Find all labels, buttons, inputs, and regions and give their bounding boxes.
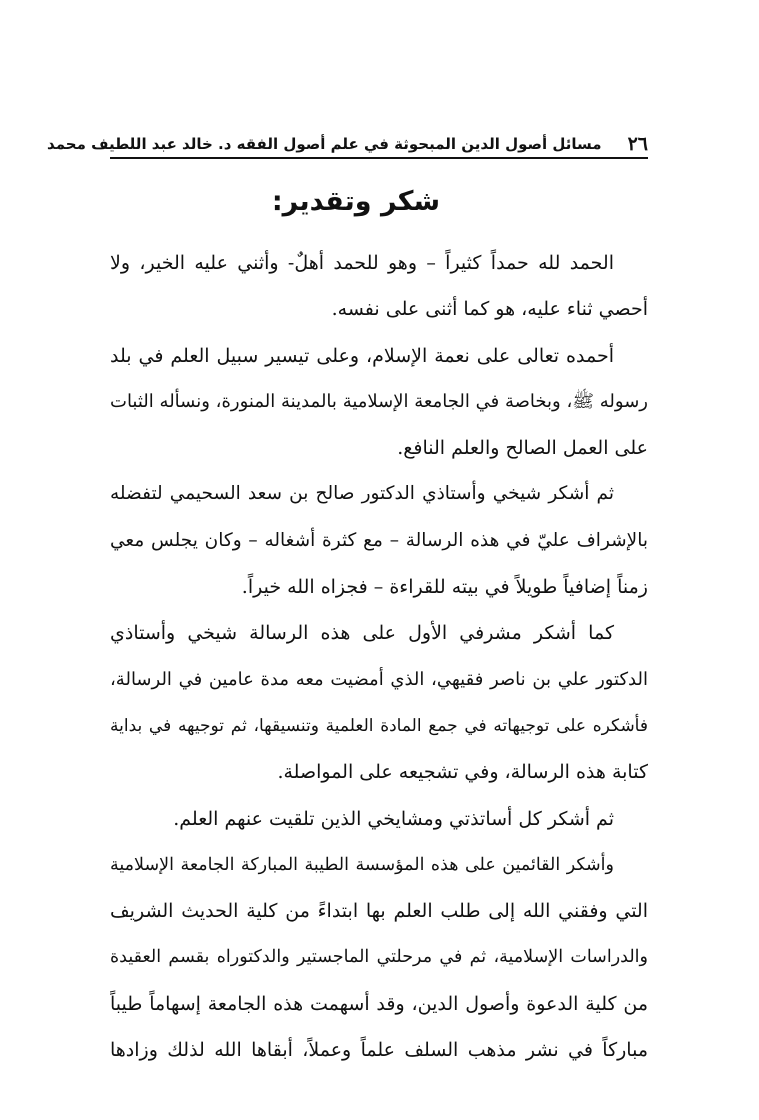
text-line: أحصي ثناء عليه، هو كما أثنى على نفسه. — [331, 298, 648, 321]
text-line: بالإشراف عليّ في هذه الرسالة – مع كثرة أشغاله – وكان يجلس معي — [110, 529, 648, 551]
text-line: كما أشكر مشرفي الأول على هذه الرسالة شيخي وأستاذي — [110, 622, 614, 645]
text-line: مباركاً في نشر مذهب السلف علماً وعملاً، أبقاها الله لذلك وزادها — [110, 1039, 648, 1062]
header-rule — [110, 157, 648, 159]
running-title: مسائل أصول الدين المبحوثة في علم أصول الفقه د. خالد عبد اللطيف محمد — [47, 135, 602, 153]
text-line: وأشكر القائمين على هذه المؤسسة الطيبة المباركة الجامعة الإسلامية — [110, 854, 614, 875]
text-line: أحمده تعالى على نعمة الإسلام، وعلى تيسير سبيل العلم في بلد — [110, 344, 614, 367]
text-line: والدراسات الإسلامية، ثم في مرحلتي الماجستير والدكتوراه بقسم العقيدة — [110, 947, 648, 968]
text-line: الحمد لله حمداً كثيراً – وهو للحمد أهلٌ- وأثني عليه الخير، ولا — [110, 252, 614, 274]
text-line: من كلية الدعوة وأصول الدين، وقد أسهمت هذه الجامعة إسهاماً طيباً — [110, 992, 648, 1015]
body-text — [110, 240, 648, 1073]
text-line: زمناً إضافياً طويلاً في بيته للقراءة – فجزاه الله خيراً. — [241, 576, 648, 599]
text-line: فأشكره على توجيهاته في جمع المادة العلمية وتنسيقها، ثم توجيهه في بداية — [110, 715, 648, 736]
text-line: التي وفقني الله إلى طلب العلم بها ابتداءً من كلية الحديث الشريف — [110, 900, 648, 923]
text-line: الدكتور علي بن ناصر فقيهي، الذي أمضيت معه مدة عامين في الرسالة، — [110, 668, 648, 690]
text-line: على العمل الصالح والعلم النافع. — [397, 437, 648, 460]
page-header — [47, 128, 648, 156]
section-title: شكر وتقدير: — [271, 186, 440, 217]
page-number: ٢٦ — [627, 133, 648, 155]
text-line: كتابة هذه الرسالة، وفي تشجيعه على المواصلة. — [277, 761, 648, 784]
text-line: رسوله ﷺ، وبخاصة في الجامعة الإسلامية بالمدينة المنورة، ونسأله الثبات — [110, 390, 648, 412]
text-line: ثم أشكر شيخي وأستاذي الدكتور صالح بن سعد السحيمي لتفضله — [110, 483, 614, 505]
text-line: ثم أشكر كل أساتذتي ومشايخي الذين تلقيت عنهم العلم. — [173, 807, 614, 830]
